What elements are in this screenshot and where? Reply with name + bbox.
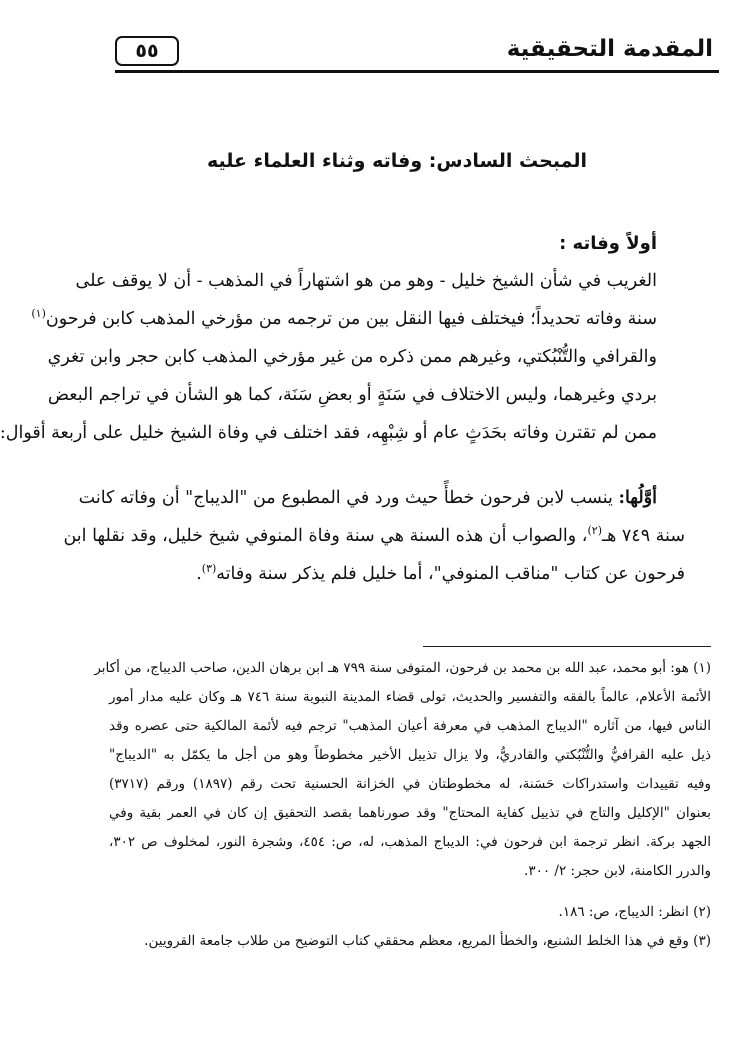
body-line bbox=[109, 557, 685, 591]
body-line bbox=[31, 302, 657, 336]
footnote-line: (٢) انظر: الديباج، ص: ١٨٦. bbox=[558, 904, 711, 920]
body-line-text: ينسب لابن فرحون خطأً حيث ورد في المطبوع من "الديباج" أن وفاته كانت bbox=[78, 488, 613, 508]
body-line-text: سنة ٧٤٩ هـ bbox=[601, 526, 685, 546]
subtitle: أولاً وفاته : bbox=[559, 233, 657, 254]
page-number: ٥٥ bbox=[115, 36, 179, 66]
footnote-ref: (٢) bbox=[587, 524, 602, 538]
body-line bbox=[63, 519, 685, 553]
body-line: ممن لم تقترن وفاته بحَدَثٍ عام أو شِبْهِه، فقد اختلف في وفاة الشيخ خليل على أربعة أقوال: bbox=[0, 423, 657, 443]
running-title: المقدمة التحقيقية bbox=[506, 36, 713, 62]
body-line-text: سنة وفاته تحديداً؛ فيختلف فيها النقل بين من ترجمه من مؤرخي المذهب كابن فرحون bbox=[45, 309, 657, 329]
page-header bbox=[115, 30, 719, 73]
body-line: بردي وغيرهما، وليس الاختلاف في سَنَةٍ أو بعضِ سَنَة، كما هو الشأن في تراجم البعض bbox=[47, 385, 657, 405]
footnote-ref: (١) bbox=[31, 307, 46, 321]
footnote-line: (٣) وقع في هذا الخلط الشنيع، والخطأ المريع، معظم محققي كتاب التوضيح من طلاب جامعة القرويين. bbox=[144, 933, 711, 949]
section-title: المبحث السادس: وفاته وثناء العلماء عليه bbox=[206, 150, 588, 172]
footnote-line: الأئمة الأعلام، عالماً بالفقه والتفسير والحديث، تولى قضاء المدينة النبوية سنة ٧٤٦ هـ وكان عليه مدار أمور bbox=[109, 689, 711, 705]
paragraph-lead: أوَّلُها: bbox=[618, 488, 657, 508]
footnote-line: ذيل عليه القرافيُّ والتُّنْبُكتي والقادريُّ، ولا يزال تذييل الأخير مخطوطاً وهو من أجل ما يكمّل به "الديباج" bbox=[109, 747, 711, 763]
footnote-line: الناس فيها، من آثاره "الديباج المذهب في معرفة أعيان المذهب" ترجم فيه لأئمة المالكية حتى عصره وقد bbox=[109, 718, 711, 734]
footnote-line: (١) هو: أبو محمد، عبد الله بن محمد بن فرحون، المتوفى سنة ٧٩٩ هـ ابن برهان الدين، صاحب الديباج، من أكابر bbox=[94, 660, 711, 676]
footnote-line: والدرر الكامنة، لابن حجر: ٢/ ٣٠٠. bbox=[524, 863, 711, 879]
body-line: والقرافي والتُّنْبُكتي، وغيرهم ممن ذكره من غير مؤرخي المذهب كابن حجر وابن تغري bbox=[47, 347, 657, 367]
body-line-text: ، والصواب أن هذه السنة هي سنة وفاة المنوفي شيخ خليل، وقد نقلها ابن bbox=[63, 526, 588, 546]
footnote-line: بعنوان "الإكليل والتاج في تذييل كفاية المحتاج" وقد صورناهما بقصد التحقيق إن كان في العمر بقية وفي bbox=[109, 805, 711, 821]
body-line bbox=[78, 481, 657, 515]
body-line-text: فرحون عن كتاب "مناقب المنوفي"، أما خليل فلم يذكر سنة وفاته bbox=[216, 564, 685, 584]
footnote-line: الجهد بركة. انظر ترجمة ابن فرحون في: الديباج المذهب، له، ص: ٤٥٤، وشجرة النور، لمخلوف ص ٣٠٢، bbox=[109, 834, 712, 850]
footnote-ref: (٣) bbox=[201, 562, 217, 576]
body-line-text: . bbox=[196, 564, 202, 584]
footnote-line: وفيه تقييدات واستدراكات حَسَنة، له مخطوطتان في الخزانة الحسنية تحت رقم (١٨٩٧) ورقم (٣٧١٧) bbox=[109, 776, 712, 792]
body-line: الغريب في شأن الشيخ خليل - وهو من هو اشتهاراً في المذهب - أن لا يوقف على bbox=[75, 271, 657, 291]
footnote-separator bbox=[423, 646, 711, 647]
